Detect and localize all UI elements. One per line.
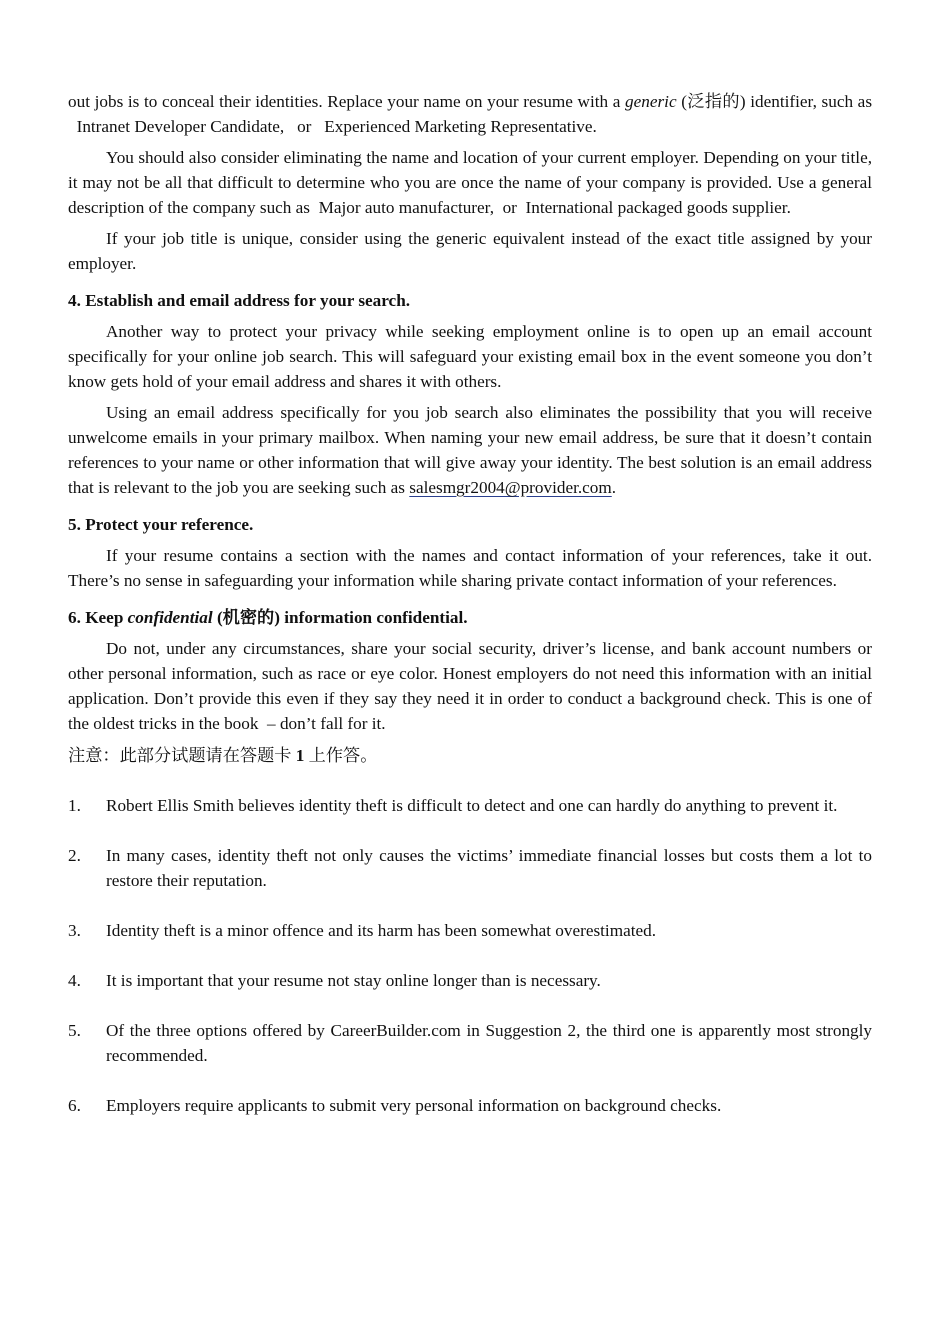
- question-item: [68, 1018, 872, 1068]
- question-number: 3.: [68, 921, 81, 940]
- section-4-text: Using an email address specifically for you job search also eliminates the possibility that you will receive unwelcome emails in your primary mailbox. When naming your new email address, be sure that it doesn’t contain references to your name or other information that will give away your identity. The best solution is an email address that is relevant to the job you are seeking such as: [68, 403, 872, 497]
- question-text: Of the three options offered by CareerBuilder.com in Suggestion 2, the third one is apparently most strongly recommended.: [106, 1021, 872, 1065]
- question-item: [68, 968, 872, 993]
- italic-term: generic: [625, 92, 677, 111]
- heading-text: 6. Keep: [68, 608, 128, 627]
- intro-text: (泛指的) identifier, such as Intranet Developer Candidate, or Experienced Marketing Representative.: [68, 92, 873, 136]
- question-text: Employers require applicants to submit very personal information on background checks.: [106, 1096, 722, 1115]
- question-text: Identity theft is a minor offence and its harm has been somewhat overestimated.: [106, 921, 656, 940]
- question-text: Robert Ellis Smith believes identity theft is difficult to detect and one can hardly do anything to prevent it.: [106, 796, 838, 815]
- section-5-paragraph-1: If your resume contains a section with the names and contact information of your references, take it out. There’s no sense in safeguarding your information while sharing private contact information of your references.: [68, 546, 872, 590]
- email-address-link[interactable]: salesmgr2004@provider.com: [409, 478, 612, 497]
- section-4-heading: 4. Establish and email address for your search.: [68, 291, 411, 310]
- intro-paragraph-1: [68, 89, 872, 139]
- question-number: 4.: [68, 971, 81, 990]
- notice-text: 上作答。: [304, 746, 378, 765]
- italic-term: confidential: [127, 608, 213, 627]
- answer-sheet-notice: [68, 743, 872, 768]
- question-item: [68, 918, 872, 943]
- question-item: [68, 793, 872, 818]
- question-item: [68, 843, 872, 893]
- period: .: [611, 478, 617, 497]
- section-5-heading: 5. Protect your reference.: [68, 515, 254, 534]
- question-list: [68, 793, 872, 1118]
- section-6-paragraph-1: Do not, under any circumstances, share your social security, driver’s license, and bank account numbers or other personal information, such as race or eye color. Honest employers do not need this information with an initial application. Don’t provide this even if they say they need it in order to conduct a background check. This is one of the oldest tricks in the book – don’t fall for it.: [68, 639, 872, 733]
- section-4-paragraph-2: [68, 400, 872, 500]
- notice-number: 1: [295, 746, 305, 765]
- question-text: In many cases, identity theft not only causes the victims’ immediate financial losses but costs them a lot to restore their reputation.: [106, 846, 872, 890]
- question-number: 5.: [68, 1021, 81, 1040]
- section-4-paragraph-1: Another way to protect your privacy while seeking employment online is to open up an email account specifically for your online job search. This will safeguard your existing email box in the event someone you don’t know gets hold of your email address and shares it with others.: [68, 322, 872, 391]
- intro-text: out jobs is to conceal their identities. Replace your name on your resume with a: [68, 92, 626, 111]
- question-text: It is important that your resume not stay online longer than is necessary.: [106, 971, 601, 990]
- intro-paragraph-2: You should also consider eliminating the name and location of your current employer. Depending on your title, it may not be all that difficult to determine who you are once the name of your company is provided. Use a general description of the company such as Major auto manufacturer, or International packaged goods supplier.: [68, 148, 872, 217]
- document-page: [68, 89, 872, 1143]
- question-number: 1.: [68, 796, 81, 815]
- notice-text: 注意：此部分试题请在答题卡: [68, 746, 296, 765]
- intro-paragraph-3: If your job title is unique, consider using the generic equivalent instead of the exact title assigned by your employer.: [68, 229, 872, 273]
- question-number: 6.: [68, 1096, 81, 1115]
- heading-text: (机密的) information confidential.: [212, 608, 468, 627]
- question-item: [68, 1093, 872, 1118]
- section-6-heading: [68, 605, 872, 630]
- question-number: 2.: [68, 846, 81, 865]
